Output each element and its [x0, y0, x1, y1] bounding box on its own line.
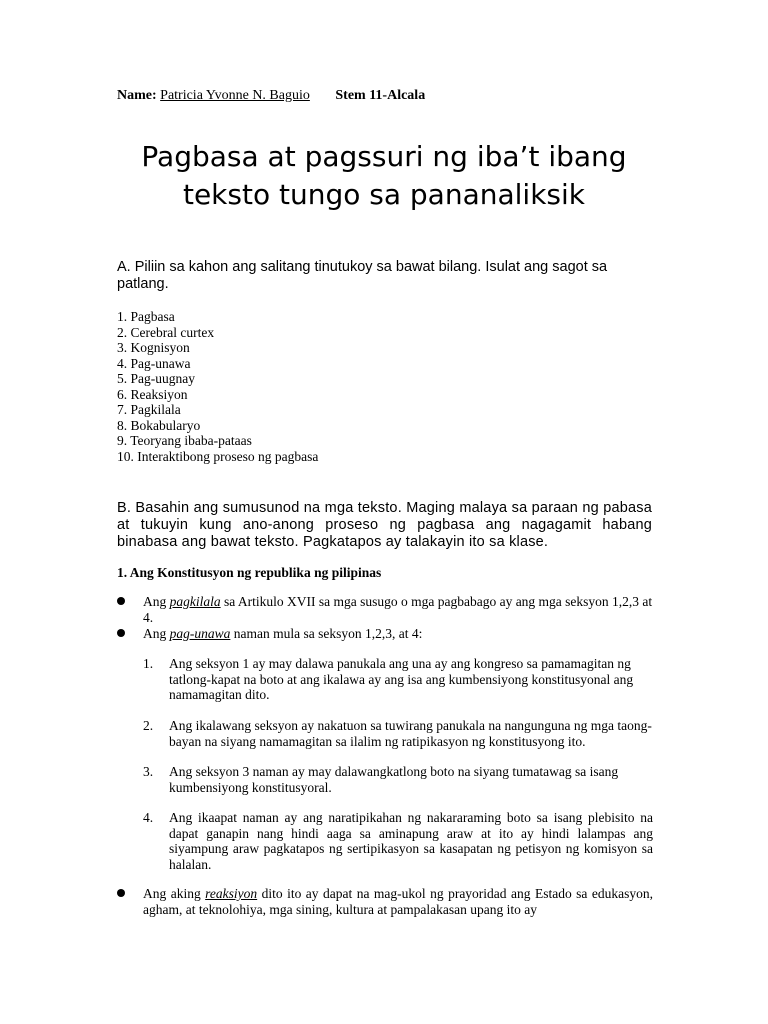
list-item: 9. Teoryang ibaba-pataas [117, 433, 252, 448]
list-item: 6. Reaksiyon [117, 386, 188, 402]
title-line-2: teksto tungo sa pananaliksik [182, 178, 586, 211]
bullet-text: sa Artikulo XVII sa mga susugo o mga pagbabago ay ang mga seksyon 1,2,3 at 4. [143, 594, 653, 625]
item-number: 4. [143, 810, 154, 825]
bullet-icon [117, 889, 125, 897]
term-list [117, 309, 318, 464]
item-text: Ang ikalawang seksyon ay nakatuon sa tuwirang panukala na nangunguna ng mga taong-bayan na siyang namamagitan sa ilalim ng ratipikasyon ng konstitusyong ito. [169, 718, 652, 749]
list-item: 7. Pagkilala [117, 402, 181, 417]
list-item: 10. Interaktibong proseso ng pagbasa [117, 448, 319, 464]
list-item: 8. Bokabularyo [117, 417, 201, 433]
bullet-icon [117, 629, 125, 637]
page-title [0, 138, 768, 214]
key-term: pag-unawa [169, 626, 231, 641]
list-item: 5. Pag-uugnay [117, 371, 195, 386]
item-text: Ang ikaapat naman ay ang naratipikahan ng nakararaming boto sa isang plebisito na dapat ganapin nang hindi aaga sa aminapung araw at ito ay hindi lalampas ang siyampung araw pagkatapos ng sertipikasyon sa kasapatan ng petisyon ng komisyon sa halalan. [169, 810, 653, 872]
list-item: 3. Kognisyon [117, 340, 190, 355]
section-label: Stem 11-Alcala [335, 88, 426, 103]
bullet-icon [117, 597, 125, 605]
item-text: Ang seksyon 3 naman ay may dalawangkatlong boto na siyang tumatawag sa isang kumbensiyong konstitusyoral. [169, 764, 619, 795]
bullet-text: Ang [143, 594, 170, 609]
bullet-item [143, 626, 653, 642]
item-number: 1. [143, 656, 154, 671]
bullet-text: naman mula sa seksyon 1,2,3, at 4: [230, 626, 423, 641]
item-text: Ang seksyon 1 ay may dalawa panukala ang una ay ang kongreso sa pamamagitan ng tatlong-kapat na boto at ang ikalawa ay ang isa ang kumbensiyong konstitusyonal ang namamagitan dito. [169, 656, 634, 702]
list-item: 4. Pag-unawa [117, 355, 191, 371]
subheading: 1. Ang Konstitusyon ng republika ng pilipinas [117, 565, 382, 580]
numbered-item [143, 764, 653, 795]
bullet-text: Ang [143, 626, 170, 641]
numbered-item [143, 718, 653, 749]
list-item: 2. Cerebral curtex [117, 324, 215, 340]
part-b-instruction: B. Basahin ang sumusunod na mga teksto. Maging malaya sa paraan ng pabasa at tukuyin kung ano-anong proseso ng pagbasa ang nagagamit habang binabasa ang bawat teksto. Pagkatapos ay talakayin ito sa klase. [117, 500, 652, 550]
title-line-1: Pagbasa at pagssuri ng iba’t ibang [141, 140, 627, 173]
numbered-item [143, 656, 653, 703]
key-term: pagkilala [169, 594, 221, 609]
header-line [117, 88, 425, 104]
key-term: reaksiyon [205, 886, 258, 901]
bullet-text: Ang aking [143, 886, 206, 901]
bullet-item [143, 886, 653, 917]
student-name: Patricia Yvonne N. Baguio [160, 88, 310, 103]
item-number: 2. [143, 718, 154, 733]
name-label: Name: [117, 88, 157, 103]
list-item: 1. Pagbasa [117, 309, 175, 324]
bullet-item [143, 594, 653, 625]
item-number: 3. [143, 764, 154, 779]
bullet-text: dito ito ay dapat na mag-ukol ng prayoridad ang Estado sa edukasyon, agham, at teknolohiya, mga sining, kultura at pampalakasan upang ito ay [143, 886, 653, 917]
numbered-item [143, 810, 653, 872]
part-a-instruction: A. Piliin sa kahon ang salitang tinutukoy sa bawat bilang. Isulat ang sagot sa patlang. [117, 259, 608, 292]
